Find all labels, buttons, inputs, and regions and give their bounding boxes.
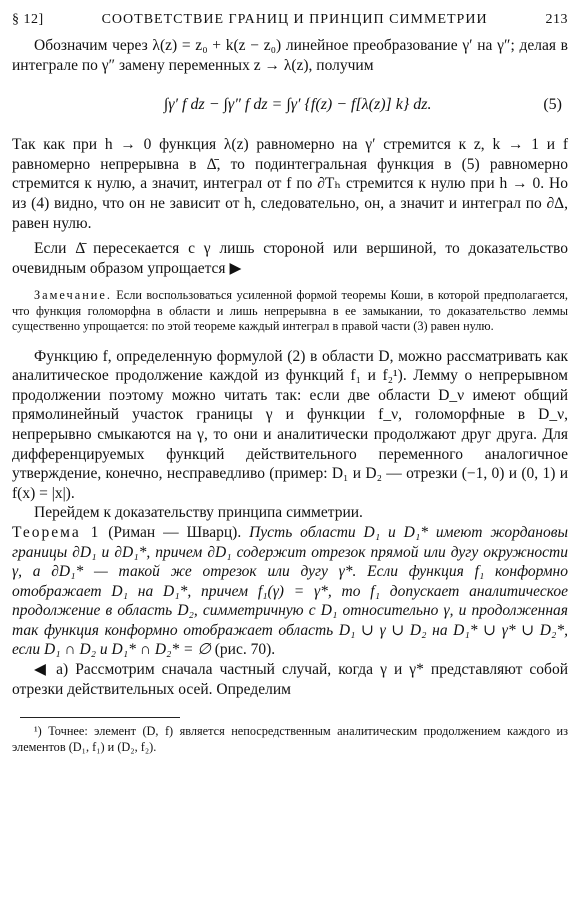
paragraph-limit-argument: Так как при h → 0 функция λ(z) равномерно на γ′ стремится к z, k → 1 и f равномерно непрерывна в Δ̄, то подинтегральная функция в (5) равномерно стремится к нулю, а значит, интеграл от f по ∂Tₕ стремится к нулю при h → 0. Но из (4) видно, что он не зависит от h, следовательно, он, а значит и интеграл по ∂Δ, равен нулю. [12, 136, 568, 232]
formula-expression: ∫γ′ f dz − ∫γ″ f dz = ∫γ′ {f(z) − f[λ(z)] k} dz. [163, 96, 432, 114]
remark-label: Замечание. [34, 288, 112, 303]
remark-text: Если воспользоваться усиленной формой теоремы Коши, в которой предполагается, что функция голоморфна в области и лишь непрерывна в ее замыкании, то доказательство леммы существенно упрощается: по этой теореме каждый интеграл в правой части (3) равен нулю. [12, 288, 568, 334]
formula-number: (5) [543, 96, 562, 114]
theorem-riemann-schwarz [12, 523, 568, 660]
formula-5 [12, 75, 568, 135]
chapter-title: СООТВЕТСТВИЕ ГРАНИЦ И ПРИНЦИП СИММЕТРИИ [101, 12, 488, 27]
running-header [12, 12, 568, 36]
paragraph-continuation: Функцию f, определенную формулой (2) в области D, можно рассматривать как аналитическое продолжение каждой из функций f₁ и f₂¹). Лемму о непрерывном продолжении поэтому можно читать так: если две области D_ν имеют общий прямолинейный участок границы γ и функции f_ν, голоморфные в D_ν, непрерывно смыкаются на γ, то они и аналитически продолжают друг друга. Для дифференцируемых функций действительного переменного аналогичное утверждение, конечно, несправедливо (пример: D₁ и D₂ — отрезки (−1, 0) и (0, 1) и f(x) = |x|). [12, 347, 568, 502]
remark [12, 288, 568, 334]
theorem-label: Теорема 1 [12, 523, 101, 541]
paragraph-transition: Перейдем к доказательству принципа симметрии. [34, 504, 363, 522]
footnote-rule [20, 717, 180, 718]
paragraph-proof-start: ◀ а) Рассмотрим сначала частный случай, когда γ и γ* представляют собой отрезки действительных осей. Определим [12, 661, 568, 698]
paragraph-substitution: Обозначим через λ(z) = z₀ + k(z − z₀) линейное преобразование γ′ на γ″; делая в интеграле по γ″ замену переменных z → λ(z), получим [12, 37, 568, 74]
page-number: 213 [545, 12, 568, 27]
paragraph-simplification: Если Δ̄ пересекается с γ лишь стороной или вершиной, то доказательство очевидным образом упрощается ▶ [12, 240, 568, 277]
theorem-figure-ref: (рис. 70). [210, 641, 276, 659]
theorem-authors: (Риман — Шварц). [100, 523, 250, 541]
theorem-statement: Пусть области D₁ и D₁* имеют жордановы границы ∂D₁ и ∂D₁*, причем ∂D₁ содержит отрезок прямой или дугу окружности γ, а ∂D₁* — такой же отрезок или дугу γ*. Если функция f₁ конформно отображает D₁ на D₁*, причем f₁(γ) = γ*, то f₁ допускает аналитическое продолжение в область D₂, симметричную с D₁ относительно γ, и продолженная так функция конформно отображает область D₁ ∪ γ ∪ D₂ на D₁* ∪ γ* ∪ D₂*, если D₁ ∩ D₂ и D₁* ∩ D₂* = ∅ [12, 523, 568, 659]
footnote: ¹) Точнее: элемент (D, f) является непосредственным аналитическим продолжением каждого из элементов (D₁, f₁) и (D₂, f₂). [12, 724, 568, 754]
section-number: § 12] [12, 12, 44, 27]
